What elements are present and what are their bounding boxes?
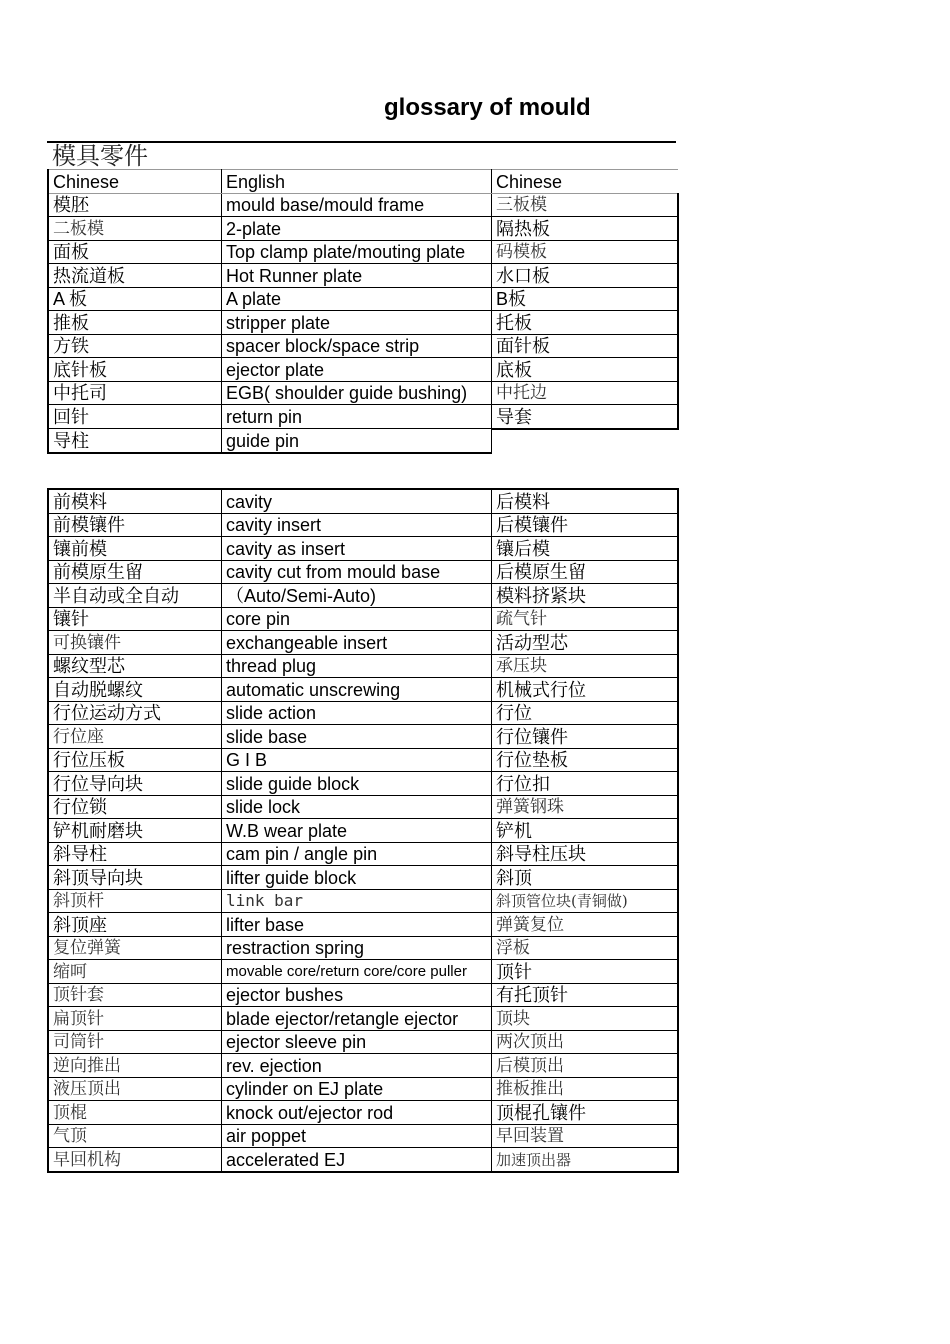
chinese-term: 螺纹型芯	[48, 654, 222, 678]
table-row	[48, 631, 678, 655]
chinese-term: 可换镶件	[48, 631, 222, 655]
chinese-term: 司筒针	[48, 1030, 222, 1054]
chinese-term: 斜导柱	[48, 842, 222, 866]
table-row	[48, 311, 678, 335]
table-row	[48, 819, 678, 843]
table-row	[48, 334, 678, 358]
chinese-term-2: 行位	[492, 701, 679, 725]
chinese-term: 行位压板	[48, 748, 222, 772]
chinese-term-2: 顶针	[492, 960, 679, 984]
english-term: slide action	[222, 701, 492, 725]
chinese-term: 前模料	[48, 489, 222, 513]
english-term: 2-plate	[222, 217, 492, 241]
english-term: link bar	[222, 889, 492, 913]
table-header-row	[48, 170, 678, 194]
chinese-term: 缩呵	[48, 960, 222, 984]
table-row	[48, 489, 678, 513]
english-term: EGB( shoulder guide bushing)	[222, 381, 492, 405]
chinese-term: 扁顶针	[48, 1007, 222, 1031]
english-term: cavity cut from mould base	[222, 560, 492, 584]
chinese-term-2: 弹簧钢珠	[492, 795, 679, 819]
english-term: lifter base	[222, 913, 492, 937]
english-term: cylinder on EJ plate	[222, 1077, 492, 1101]
english-term: A plate	[222, 287, 492, 311]
chinese-term: 模胚	[48, 193, 222, 217]
chinese-term: 镶针	[48, 607, 222, 631]
table-row	[48, 217, 678, 241]
section-heading: 模具零件	[52, 142, 148, 170]
table-row	[48, 1030, 678, 1054]
chinese-term-2: 顶块	[492, 1007, 679, 1031]
chinese-term-2: 斜顶	[492, 866, 679, 890]
chinese-term: 行位导向块	[48, 772, 222, 796]
chinese-term-2: 水口板	[492, 264, 679, 288]
english-term: return pin	[222, 405, 492, 429]
chinese-term: 斜顶座	[48, 913, 222, 937]
english-term: W.B wear plate	[222, 819, 492, 843]
glossary-table-2	[47, 488, 679, 1173]
chinese-term-2: 底板	[492, 358, 679, 382]
chinese-term-2: B板	[492, 287, 679, 311]
chinese-term: 中托司	[48, 381, 222, 405]
table-row	[48, 1101, 678, 1125]
chinese-term-2: 后模料	[492, 489, 679, 513]
chinese-term: 行位座	[48, 725, 222, 749]
english-term: rev. ejection	[222, 1054, 492, 1078]
table-row	[48, 960, 678, 984]
english-term: exchangeable insert	[222, 631, 492, 655]
table-row	[48, 1148, 678, 1172]
table-row	[48, 358, 678, 382]
table-row	[48, 405, 678, 429]
chinese-term: 气顶	[48, 1124, 222, 1148]
chinese-term-2: 机械式行位	[492, 678, 679, 702]
header-chinese-2: Chinese	[492, 170, 679, 194]
chinese-term-2: 承压块	[492, 654, 679, 678]
table-row	[48, 240, 678, 264]
table-row	[48, 866, 678, 890]
english-term: slide guide block	[222, 772, 492, 796]
chinese-term-2: 模料挤紧块	[492, 584, 679, 608]
table-row	[48, 607, 678, 631]
table-row	[48, 1054, 678, 1078]
english-term: cam pin / angle pin	[222, 842, 492, 866]
title-rule	[47, 141, 676, 143]
english-term: stripper plate	[222, 311, 492, 335]
page-title: glossary of mould	[384, 94, 591, 121]
english-term: movable core/return core/core puller	[222, 960, 492, 984]
chinese-term: 铲机耐磨块	[48, 819, 222, 843]
table-row	[48, 1124, 678, 1148]
chinese-term-2: 行位垫板	[492, 748, 679, 772]
english-term: Top clamp plate/mouting plate	[222, 240, 492, 264]
table-row	[48, 193, 678, 217]
english-term: thread plug	[222, 654, 492, 678]
table-row	[48, 381, 678, 405]
english-term: Hot Runner plate	[222, 264, 492, 288]
chinese-term: 半自动或全自动	[48, 584, 222, 608]
table-row	[48, 889, 678, 913]
chinese-term: 行位运动方式	[48, 701, 222, 725]
chinese-term-2: 导套	[492, 405, 679, 429]
chinese-term-2: 有托顶针	[492, 983, 679, 1007]
chinese-term: 推板	[48, 311, 222, 335]
chinese-term: 导柱	[48, 429, 222, 453]
english-term: G I B	[222, 748, 492, 772]
chinese-term-2: 码模板	[492, 240, 679, 264]
table-row	[48, 748, 678, 772]
chinese-term: 面板	[48, 240, 222, 264]
chinese-term-2: 弹簧复位	[492, 913, 679, 937]
chinese-term-2: 早回装置	[492, 1124, 679, 1148]
english-term: knock out/ejector rod	[222, 1101, 492, 1125]
header-chinese-1: Chinese	[48, 170, 222, 194]
chinese-term: 顶针套	[48, 983, 222, 1007]
chinese-term: 行位锁	[48, 795, 222, 819]
table-row	[48, 678, 678, 702]
chinese-term-2: 三板模	[492, 193, 679, 217]
english-term: slide lock	[222, 795, 492, 819]
chinese-term: 斜顶导向块	[48, 866, 222, 890]
english-term: guide pin	[222, 429, 492, 453]
english-term: air poppet	[222, 1124, 492, 1148]
chinese-term: 自动脱螺纹	[48, 678, 222, 702]
english-term: automatic unscrewing	[222, 678, 492, 702]
chinese-term-2: 后模镶件	[492, 513, 679, 537]
english-term: blade ejector/retangle ejector	[222, 1007, 492, 1031]
table-row	[48, 537, 678, 561]
chinese-term: 方铁	[48, 334, 222, 358]
table-row	[48, 701, 678, 725]
english-term: slide base	[222, 725, 492, 749]
chinese-term-2: 疏气针	[492, 607, 679, 631]
table-row	[48, 287, 678, 311]
table-row	[48, 654, 678, 678]
chinese-term-2: 后模原生留	[492, 560, 679, 584]
english-term: core pin	[222, 607, 492, 631]
english-term: spacer block/space strip	[222, 334, 492, 358]
chinese-term-2: 活动型芯	[492, 631, 679, 655]
english-term: ejector plate	[222, 358, 492, 382]
chinese-term: A 板	[48, 287, 222, 311]
table-row	[48, 913, 678, 937]
chinese-term-2: 铲机	[492, 819, 679, 843]
chinese-term: 二板模	[48, 217, 222, 241]
table-row	[48, 725, 678, 749]
english-term: cavity insert	[222, 513, 492, 537]
chinese-term-2: 后模顶出	[492, 1054, 679, 1078]
chinese-term: 液压顶出	[48, 1077, 222, 1101]
chinese-term-2: 斜导柱压块	[492, 842, 679, 866]
chinese-term-2: 顶棍孔镶件	[492, 1101, 679, 1125]
table-row	[48, 936, 678, 960]
chinese-term: 斜顶杆	[48, 889, 222, 913]
table-row	[48, 983, 678, 1007]
english-term: （Auto/Semi-Auto)	[222, 584, 492, 608]
table-row	[48, 429, 678, 453]
english-term: mould base/mould frame	[222, 193, 492, 217]
chinese-term-2: 行位扣	[492, 772, 679, 796]
chinese-term-2: 行位镶件	[492, 725, 679, 749]
header-english: English	[222, 170, 492, 194]
english-term: cavity as insert	[222, 537, 492, 561]
chinese-term: 镶前模	[48, 537, 222, 561]
chinese-term: 复位弹簧	[48, 936, 222, 960]
english-term: ejector bushes	[222, 983, 492, 1007]
english-term: cavity	[222, 489, 492, 513]
english-term: lifter guide block	[222, 866, 492, 890]
english-term: accelerated EJ	[222, 1148, 492, 1172]
table-row	[48, 560, 678, 584]
table-row	[48, 513, 678, 537]
table-row	[48, 842, 678, 866]
chinese-term-2: 加速顶出器	[492, 1148, 679, 1172]
chinese-term-2: 镶后模	[492, 537, 679, 561]
chinese-term-2	[492, 429, 679, 453]
chinese-term-2: 中托边	[492, 381, 679, 405]
chinese-term: 前模原生留	[48, 560, 222, 584]
table-row	[48, 795, 678, 819]
table-row	[48, 584, 678, 608]
english-term: restraction spring	[222, 936, 492, 960]
table-row	[48, 772, 678, 796]
chinese-term-2: 面针板	[492, 334, 679, 358]
chinese-term-2: 托板	[492, 311, 679, 335]
table-row	[48, 264, 678, 288]
chinese-term-2: 斜顶管位块(青铜做)	[492, 889, 679, 913]
english-term: ejector sleeve pin	[222, 1030, 492, 1054]
chinese-term: 热流道板	[48, 264, 222, 288]
chinese-term-2: 推板推出	[492, 1077, 679, 1101]
chinese-term: 回针	[48, 405, 222, 429]
chinese-term: 前模镶件	[48, 513, 222, 537]
chinese-term: 早回机构	[48, 1148, 222, 1172]
chinese-term-2: 隔热板	[492, 217, 679, 241]
table-row	[48, 1077, 678, 1101]
chinese-term: 顶棍	[48, 1101, 222, 1125]
chinese-term-2: 浮板	[492, 936, 679, 960]
chinese-term-2: 两次顶出	[492, 1030, 679, 1054]
chinese-term: 底针板	[48, 358, 222, 382]
table-row	[48, 1007, 678, 1031]
chinese-term: 逆向推出	[48, 1054, 222, 1078]
glossary-table-1	[47, 169, 679, 454]
